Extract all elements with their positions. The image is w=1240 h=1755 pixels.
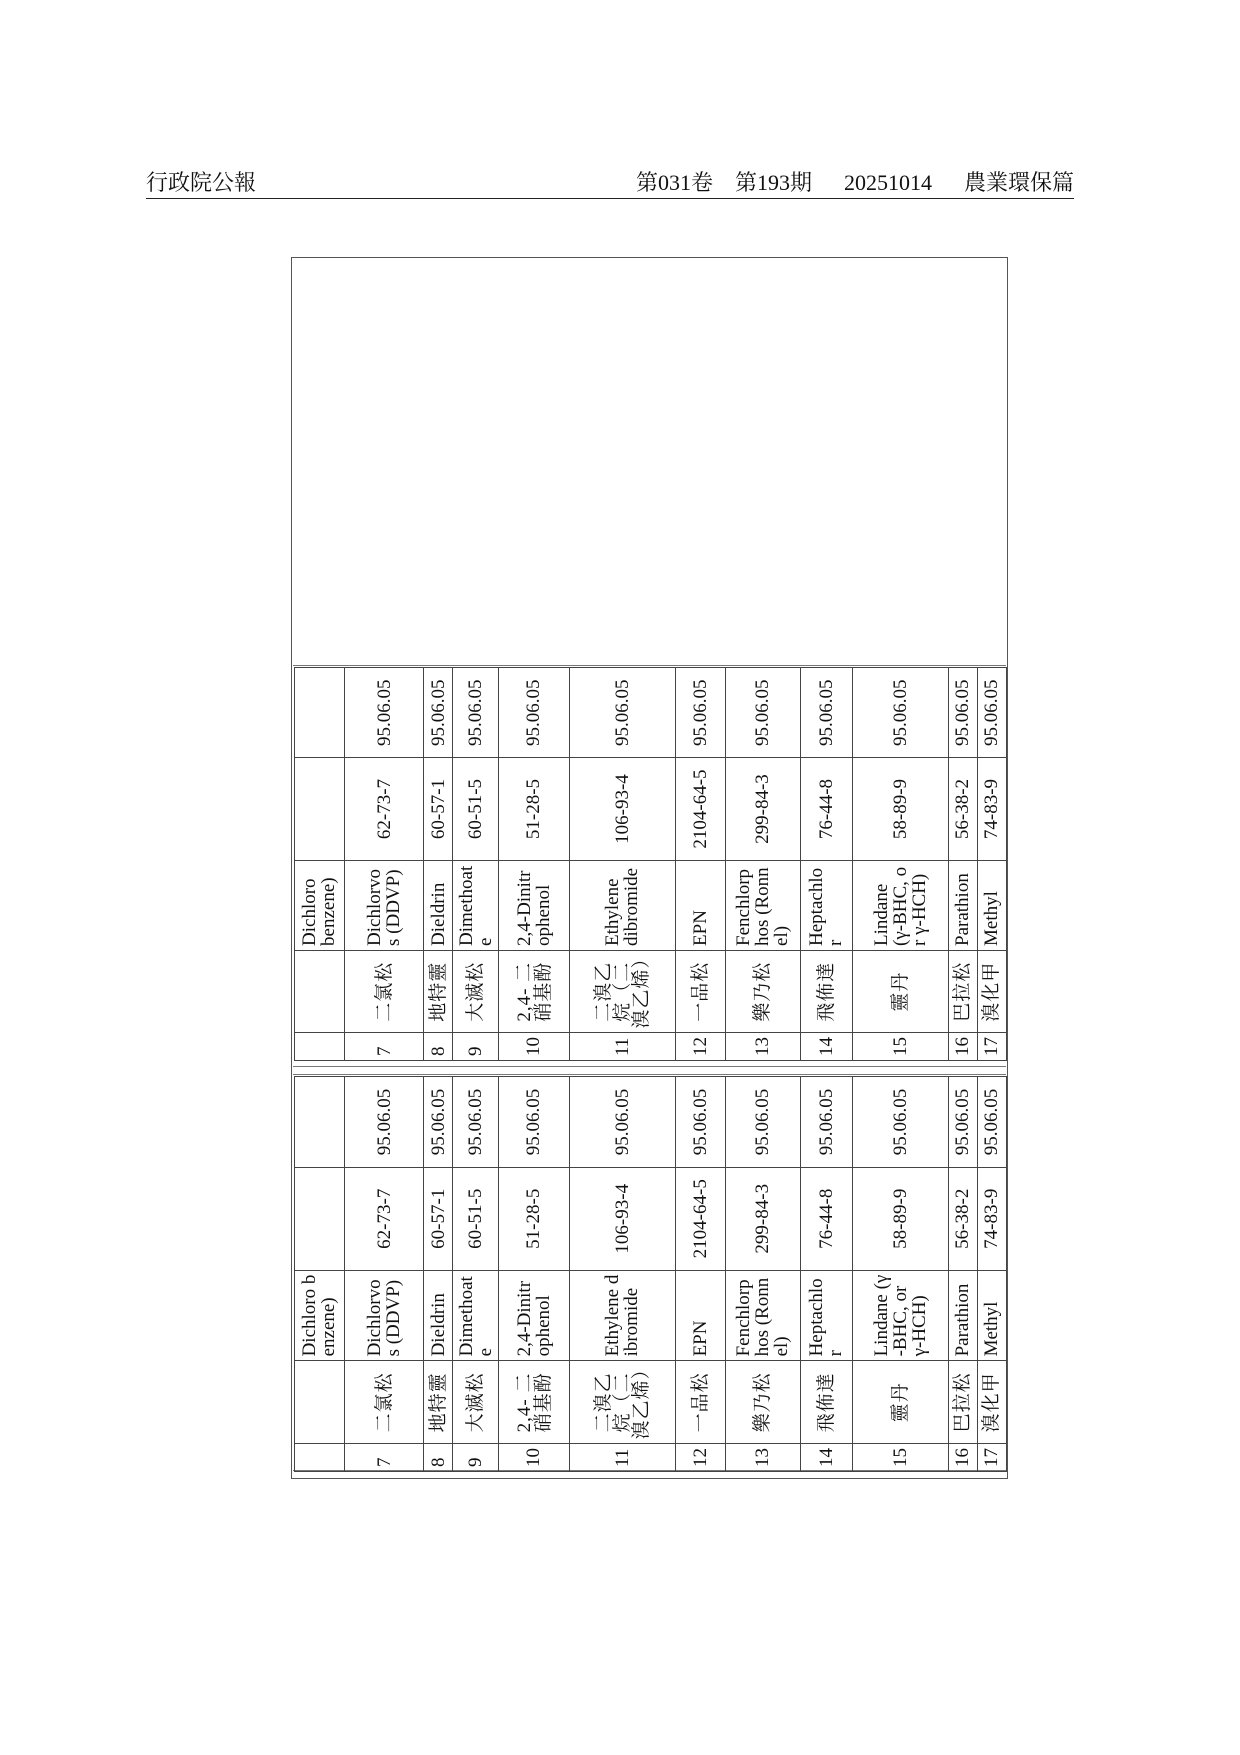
header-rule: [146, 198, 1074, 199]
table-row: 11 二溴乙烷（二溴乙烯） Ethylene dibromide 106-93-4 95.06.05: [569, 668, 675, 1061]
frame-inner-line-mid1: [293, 1066, 1006, 1067]
table-row: 7 二氯松 Dichlorvos (DDVP) 62-73-7 95.06.05: [344, 668, 423, 1061]
section-label: 農業環保篇: [963, 170, 1074, 195]
issue-label: 第193期: [734, 170, 812, 195]
table-row: 9 大滅松 Dimethoate 60-51-5 95.06.05: [453, 668, 499, 1061]
gazette-title: 行政院公報: [146, 170, 257, 195]
table-row: 15 靈丹 Lindane (γ-BHC, or γ-HCH) 58-89-9 95.06.05: [852, 1077, 948, 1472]
table-row: 9 大滅松 Dimethoate 60-51-5 95.06.05: [453, 1077, 499, 1472]
table-row: 17 溴化甲 Methyl 74-83-9 95.06.05: [977, 1077, 1006, 1472]
frame-inner-line-top: [293, 665, 1006, 666]
volume-label: 第031卷: [635, 170, 713, 195]
registry-table-lower: [294, 1076, 1007, 1472]
table-row: 16 巴拉松 Parathion 56-38-2 95.06.05: [948, 1077, 977, 1472]
table-row: 16 巴拉松 Parathion 56-38-2 95.06.05: [948, 668, 977, 1061]
table-row: 13 樂乃松 Fenchlorphos (Ronnel) 299-84-3 95.06.05: [725, 1077, 800, 1472]
table-row: 13 樂乃松 Fenchlorphos (Ronnel) 299-84-3 95.06.05: [725, 668, 800, 1061]
table-row-header: [295, 1077, 345, 1472]
table-row-header: [295, 668, 345, 1061]
table-row: 8 地特靈 Dieldrin 60-57-1 95.06.05: [424, 668, 453, 1061]
table-row: 12 一品松 EPN 2104-64-5 95.06.05: [675, 668, 725, 1061]
rotated-table-lower: [294, 1076, 1007, 1472]
table-row: 12 一品松 EPN 2104-64-5 95.06.05: [675, 1077, 725, 1472]
table-row: 15 靈丹 Lindane (γ-BHC, or γ-HCH) 58-89-9 95.06.05: [852, 668, 948, 1061]
table-row: 17 溴化甲 Methyl 74-83-9 95.06.05: [977, 668, 1006, 1061]
registry-table-upper: [294, 667, 1007, 1061]
issue-info: [614, 170, 1074, 196]
rotated-table-upper: [294, 667, 1007, 1061]
table-row: 7 二氯松 Dichlorvos (DDVP) 62-73-7 95.06.05: [344, 1077, 423, 1472]
frame-inner-line-mid2: [293, 1074, 1006, 1075]
header-fragment-en: Dichloro benzene): [295, 860, 345, 950]
issue-date: 20251014: [843, 170, 932, 195]
table-row: 11 二溴乙烷（二溴乙烯） Ethylene dibromide 106-93-4 95.06.05: [569, 1077, 675, 1472]
table-row: 14 飛佈達 Heptachlor 76-44-8 95.06.05: [800, 668, 852, 1061]
table-row: 10 2,4- 二硝基酚 2,4-Dinitrophenol 51-28-5 95.06.05: [499, 1077, 570, 1472]
table-row: 8 地特靈 Dieldrin 60-57-1 95.06.05: [424, 1077, 453, 1472]
header-fragment-en: Dichloro benzene): [295, 1270, 345, 1361]
table-row: 14 飛佈達 Heptachlor 76-44-8 95.06.05: [800, 1077, 852, 1472]
table-row: 10 2,4- 二硝基酚 2,4-Dinitrophenol 51-28-5 95.06.05: [499, 668, 570, 1061]
